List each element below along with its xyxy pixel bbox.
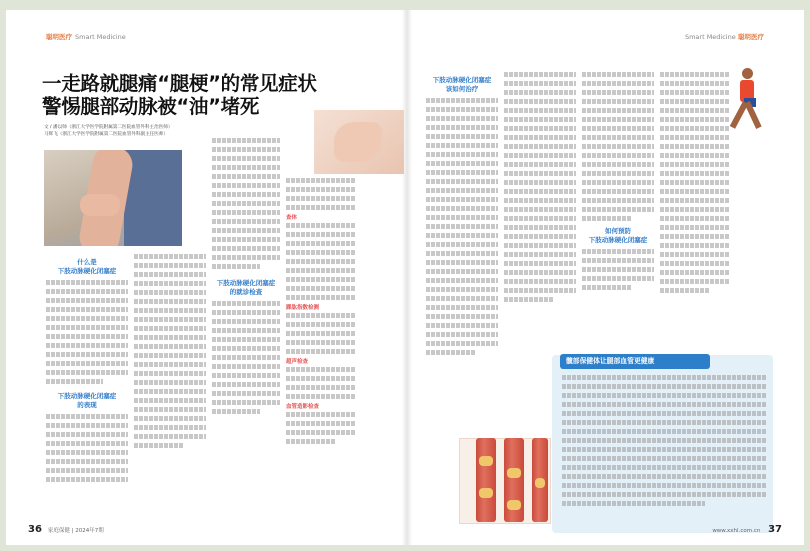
column-5 [426,72,498,432]
section-heading-what-is: 什么是 下肢动脉硬化闭塞症 [57,258,117,275]
column-1 [46,254,128,524]
column-2 [134,254,206,524]
section-heading-exam: 下肢动脉硬化闭塞症 的就诊检查 [216,279,276,296]
footer-left [28,524,104,535]
section-heading-treat: 下肢动脉硬化闭塞症 该如何治疗 [432,76,492,93]
knee-pain-photo [44,150,182,246]
term-angiography: 血管造影检查 [286,404,320,410]
header-right-en: Smart Medicine [684,33,736,41]
term-ultrasound: 超声检查 [286,359,309,365]
header-right [682,32,764,41]
title-line-2: 警惕腿部动脉被“油”堵死 [42,95,260,118]
bylines [44,124,224,138]
tip-box-text [562,375,766,525]
section-heading-prevent: 如何预防 下肢动脉硬化闭塞症 [588,227,648,244]
footer-left-text: 家庭保健 | 2024年7期 [47,528,104,534]
tip-box-title: 髋部保健体让腿部血管更健康 [560,354,710,369]
artery-illustration-2 [504,438,524,522]
tip-box [552,355,773,533]
page-number-left: 36 [28,524,42,535]
header-left-en: Smart Medicine [75,33,126,41]
magazine-spread [6,10,804,545]
artery-illustration-3 [532,438,548,522]
byline-1: 文 / 潘以帅（浙江大学医学院附属第二医院血管外科主治医师） [44,125,173,130]
header-right-cn: 聪明医疗 [738,33,764,41]
column-3 [212,138,280,524]
footer-right [712,524,782,535]
runner-illustration [728,68,768,138]
column-8 [660,72,730,352]
term-exam: 查体 [286,215,298,221]
column-4 [286,178,356,524]
title-line-1: 一走路就腿痛“腿梗”的常见症状 [42,72,317,95]
artery-illustration-1 [476,438,496,522]
footer-right-text: www.xxhl.com.cn [712,528,761,534]
page-gutter [402,10,412,545]
page-number-right: 37 [768,524,782,535]
header-left-cn: 聪明医疗 [46,33,72,41]
column-7 [582,72,654,352]
term-abi: 踝肱指数检测 [286,305,320,311]
section-heading-symptoms: 下肢动脉硬化闭塞症 的表现 [57,392,117,409]
byline-2: 马辉飞（浙江大学医学院附属第二医院血管外科副主任医师） [44,132,169,137]
column-6 [504,72,576,352]
header-left [46,32,126,41]
hand-on-leg-photo [314,110,404,174]
